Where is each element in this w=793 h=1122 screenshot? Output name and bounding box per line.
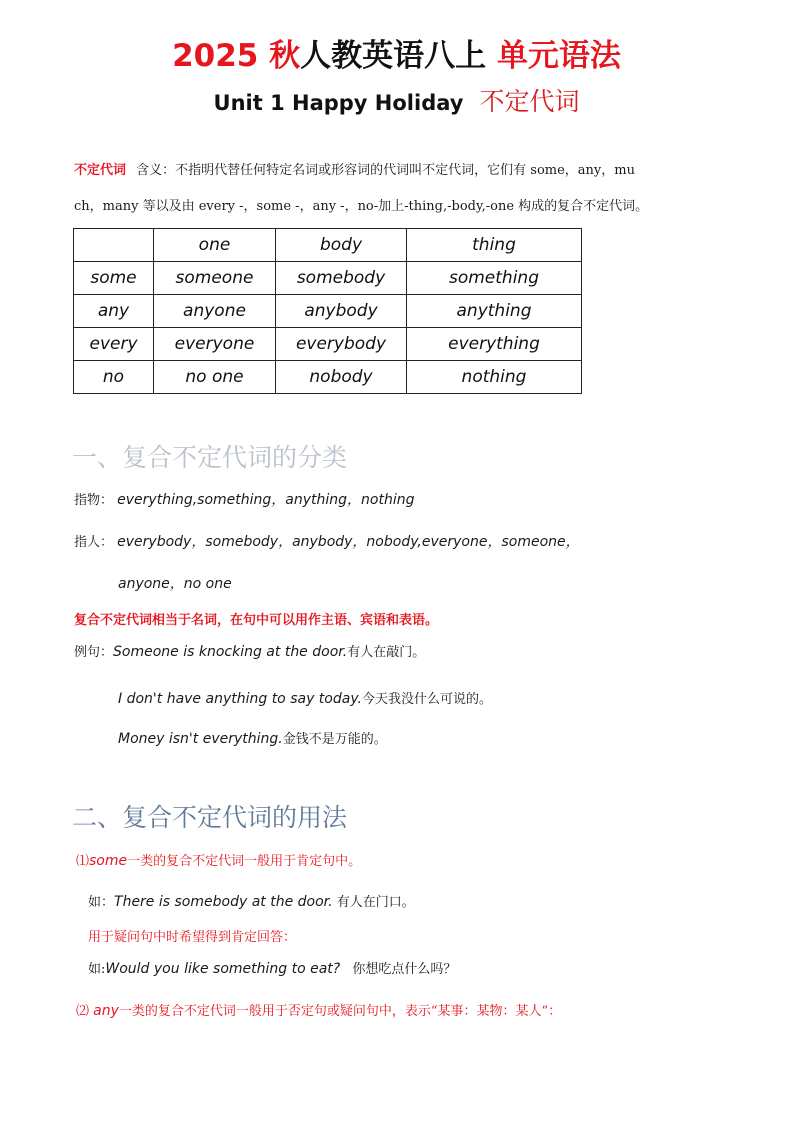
table-cell: anyone [154, 295, 276, 328]
subtitle-topic: 不定代词 [479, 87, 580, 116]
table-cell: every [74, 328, 154, 361]
example-line-1 [74, 641, 425, 664]
intro-paragraph [74, 153, 714, 225]
table-cell: body [276, 229, 407, 262]
example-line-3 [118, 728, 387, 751]
example-3-zh: 金钱不是万能的。 [282, 732, 387, 747]
point-1 [76, 850, 361, 873]
table-cell: everybody [276, 328, 407, 361]
point-1-example-2 [88, 958, 456, 981]
ex2-en: Would you like something to eat? [105, 961, 341, 977]
table-cell: nobody [276, 361, 407, 394]
intro-line-1: 含义：不指明代替任何特定名词或形容词的代词叫不定代词，它们有 some，any，mu [136, 163, 635, 178]
point-2-num: ⑵ [76, 1004, 90, 1019]
table-row [74, 262, 582, 295]
page-title [0, 36, 793, 76]
title-book: 人教英语八上 [300, 38, 487, 74]
title-autumn: 秋 [269, 38, 301, 74]
ex1-en: There is somebody at the door. [114, 894, 333, 910]
table-cell [74, 229, 154, 262]
people-label: 指人： [74, 535, 114, 550]
example-2-en: I don't have anything to say today. [118, 691, 362, 707]
page-subtitle [0, 86, 793, 121]
point-1-note: 用于疑问句中时希望得到肯定回答： [88, 930, 297, 945]
ex2-label: 如: [88, 962, 106, 977]
table-cell: any [74, 295, 154, 328]
things-list: everything,something，anything，nothing [117, 492, 415, 508]
point-1-example [88, 891, 415, 914]
subtitle-unit: Unit 1 Happy Holiday [213, 91, 464, 115]
people-list: everybody，somebody，anybody，nobody,everyone，someone， [117, 534, 580, 550]
intro-line-2: ch，many 等以及由 every -，some -，any -，no-加上-thing,-body,-one 构成的复合不定代词。 [74, 199, 649, 214]
intro-term: 不定代词 [74, 163, 127, 178]
indefinite-pronoun-table [73, 228, 582, 394]
example-3-en: Money isn't everything. [118, 731, 283, 747]
example-1-zh: 有人在敲门。 [347, 645, 426, 660]
table-cell: everyone [154, 328, 276, 361]
section-1-heading: 一、复合不定代词的分类 [72, 443, 348, 472]
example-2-zh: 今天我没什么可说的。 [361, 692, 492, 707]
people-line [74, 531, 580, 554]
point-1-text: 一类的复合不定代词一般用于肯定句中。 [127, 854, 362, 869]
table-cell: no one [154, 361, 276, 394]
point-2 [76, 1000, 561, 1023]
example-line-2 [118, 688, 492, 711]
table-cell: somebody [276, 262, 407, 295]
people-line-cont [118, 573, 232, 596]
ex2-zh: 你想吃点什么吗？ [352, 962, 457, 977]
table-row [74, 361, 582, 394]
table-cell: something [407, 262, 582, 295]
table-cell: someone [154, 262, 276, 295]
table-cell: one [154, 229, 276, 262]
people-list-cont: anyone，no one [118, 576, 232, 592]
point-2-text: 一类的复合不定代词一般用于否定句或疑问句中，表示“某事：某物：某人”： [118, 1004, 562, 1019]
table-row [74, 328, 582, 361]
things-line [74, 489, 415, 512]
example-1-en: Someone is knocking at the door. [113, 644, 348, 660]
example-label: 例句： [74, 645, 114, 660]
table-cell: thing [407, 229, 582, 262]
section-2-heading: 二、复合不定代词的用法 [72, 803, 348, 832]
table-row [74, 295, 582, 328]
title-year: 2025 [172, 38, 259, 74]
point-1-word: some [89, 853, 128, 869]
point-1-num: ⑴ [76, 854, 90, 869]
rule-text: 复合不定代词相当于名词，在句中可以用作主语、宾语和表语。 [74, 613, 439, 628]
things-label: 指物： [74, 493, 114, 508]
table-cell: anything [407, 295, 582, 328]
ex1-label: 如： [88, 895, 115, 910]
point-2-word: any [93, 1003, 119, 1019]
rule-line [74, 610, 438, 632]
table-cell: no [74, 361, 154, 394]
table-cell: some [74, 262, 154, 295]
table-cell: everything [407, 328, 582, 361]
title-unit-grammar: 单元语法 [496, 38, 621, 74]
ex1-zh: 有人在门口。 [336, 895, 415, 910]
table-cell: anybody [276, 295, 407, 328]
table-cell: nothing [407, 361, 582, 394]
table-header-row [74, 229, 582, 262]
